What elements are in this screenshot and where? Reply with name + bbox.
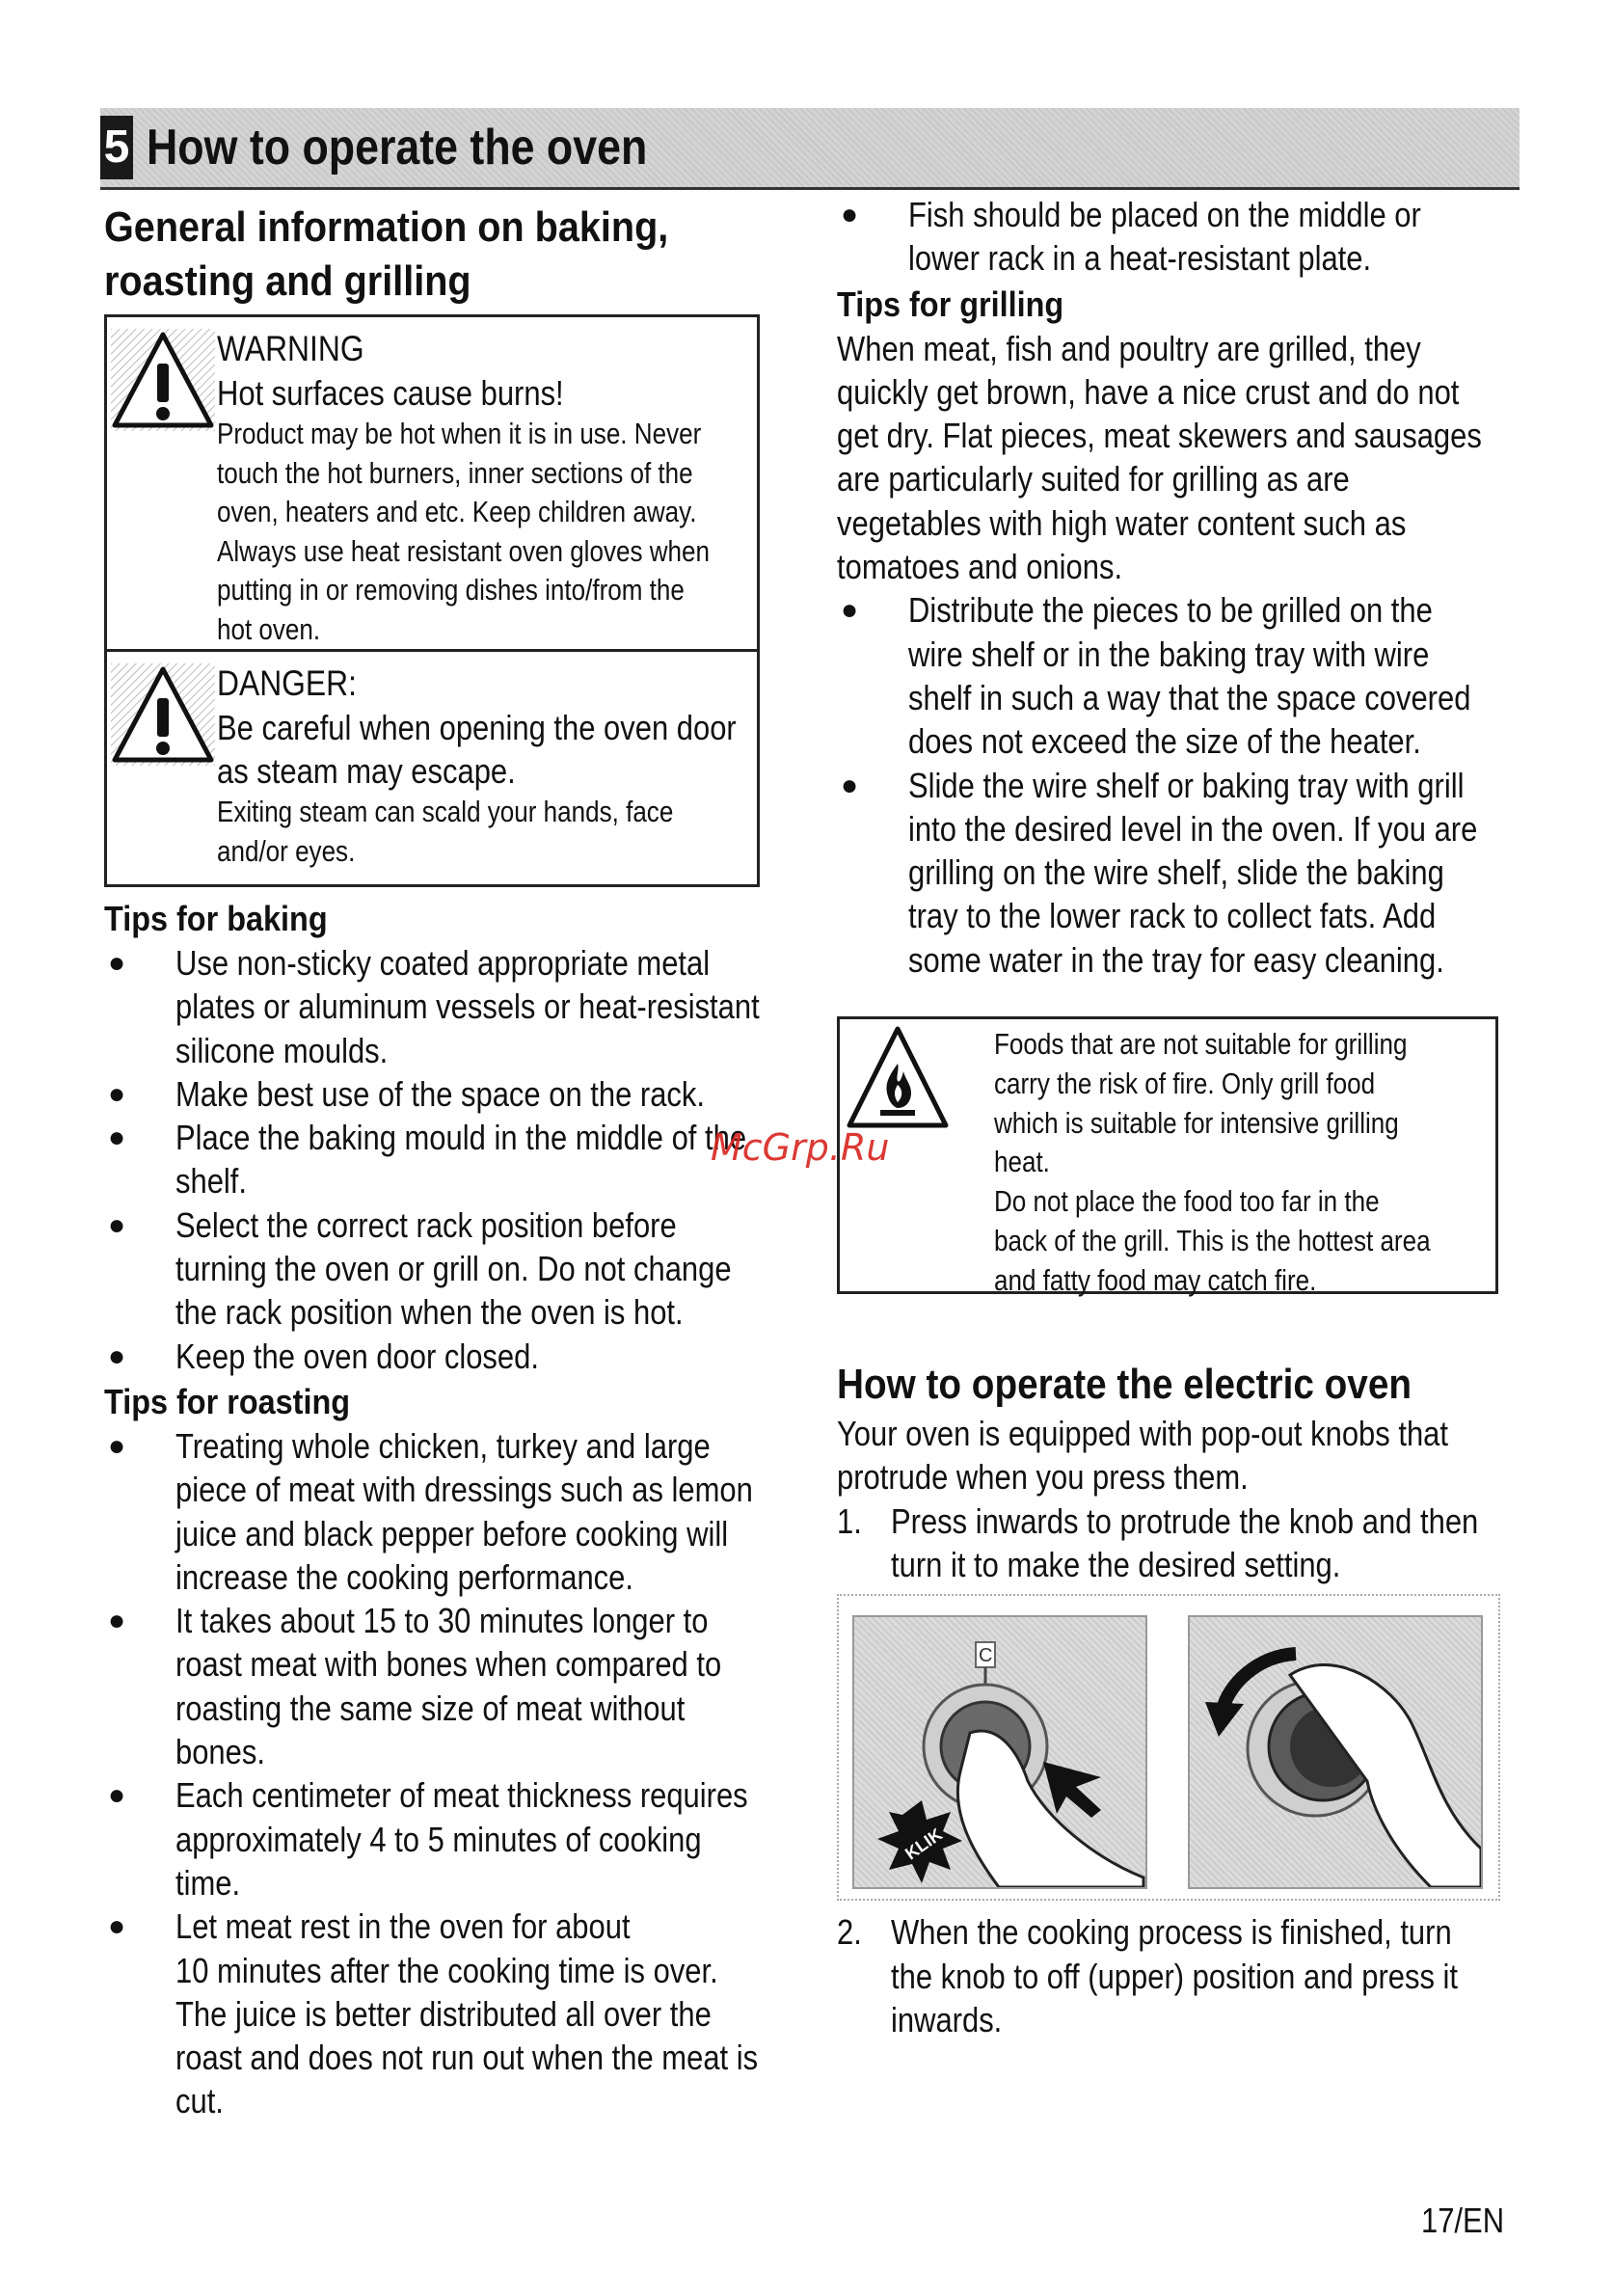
warning-title: WARNING bbox=[217, 329, 364, 368]
list-item: ● Use non-sticky coated appropriate metal plates or aluminum vessels or heat-resistant silicone moulds. bbox=[108, 943, 760, 1070]
danger-triangle-icon bbox=[111, 663, 215, 766]
tips-roasting-list bbox=[104, 1424, 791, 2123]
fish-list bbox=[837, 193, 1514, 281]
knob-mark-label: C bbox=[979, 1645, 993, 1667]
danger-body-line: Exiting steam can scald your hands, face bbox=[217, 795, 674, 828]
tips-grilling-list bbox=[837, 588, 1514, 982]
list-item: ● Place the baking mould in the middle of the shelf. bbox=[108, 1118, 747, 1202]
step-item: 1. Press inwards to protrude the knob and then turn it to make the desired setting. bbox=[837, 1500, 1479, 1584]
electric-intro: Your oven is equipped with pop-out knobs that protrude when you press them. bbox=[837, 1414, 1448, 1498]
warning-body-line: Always use heat resistant oven gloves when bbox=[217, 533, 710, 568]
list-item: ● Let meat rest in the oven for about 10 minutes after the cooking time is over. The juice is better distributed all over the roast and does not run out when the meat is cut. bbox=[108, 1906, 759, 2121]
warning-triangle-icon bbox=[111, 329, 215, 431]
list-item: ● Slide the wire shelf or baking tray with grill into the desired level in the oven. If you are grilling on the wire shelf, slide the baking tray to the lower rack to collect fats. Add some water in the tray for easy cleaning. bbox=[841, 765, 1478, 980]
list-item: ● Keep the oven door closed. bbox=[108, 1336, 539, 1376]
tips-baking-list bbox=[104, 941, 791, 1378]
warning-body-line: hot oven. bbox=[217, 611, 321, 646]
general-info-heading-line2: roasting and grilling bbox=[104, 257, 471, 305]
list-item: ● It takes about 15 to 30 minutes longer to roast meat with bones when compared to roasting the same size of meat without bones. bbox=[108, 1601, 722, 1772]
tips-baking-title: Tips for baking bbox=[104, 899, 328, 938]
fire-hazard-icon bbox=[846, 1025, 950, 1131]
danger-title: DANGER: bbox=[217, 663, 357, 703]
electric-steps-2 bbox=[837, 1910, 1514, 2041]
section-title: How to operate the oven bbox=[147, 120, 648, 176]
knob-turn-panel bbox=[1188, 1615, 1483, 1889]
electric-oven-heading: How to operate the electric oven bbox=[837, 1361, 1412, 1409]
list-item: ● Treating whole chicken, turkey and large piece of meat with dressings such as lemon juice and black pepper before cooking will increase the cooking performance. bbox=[108, 1425, 753, 1597]
warning-subtitle: Hot surfaces cause burns! bbox=[217, 373, 564, 413]
list-item: ● Select the correct rack position before turning the oven or grill on. Do not change the rack position when the oven is hot. bbox=[108, 1204, 732, 1333]
right-column bbox=[837, 193, 1514, 2041]
danger-subtitle-line: as steam may escape. bbox=[217, 751, 516, 791]
left-column bbox=[104, 201, 791, 2123]
watermark: McGrp.Ru bbox=[711, 1126, 890, 1169]
knob-illustration bbox=[837, 1594, 1500, 1901]
step-item: 2. When the cooking process is finished, turn the knob to off (upper) position and press it inwards. bbox=[837, 1912, 1459, 2039]
danger-subtitle-line: Be careful when opening the oven door bbox=[217, 708, 737, 747]
tips-grilling-intro: When meat, fish and poultry are grilled, they quickly get brown, have a nice crust and do not get dry. Flat pieces, meat skewers and sausages are particularly suited for grilling as are vegetables with high water content such as tomatoes and onions. bbox=[837, 328, 1482, 587]
fire-warning-text: Foods that are not suitable for grilling carry the risk of fire. Only grill food which is suitable for intensive grilling heat. Do not place the food too far in the back of the grill. This is the hottest area and fatty food may catch fire. bbox=[994, 1027, 1431, 1297]
page-number: 17/EN bbox=[1421, 2201, 1505, 2240]
list-item: ● Fish should be placed on the middle or lower rack in a heat-resistant plate. bbox=[841, 195, 1421, 279]
warning-body-line: putting in or removing dishes into/from the bbox=[217, 573, 685, 607]
tips-roasting-title: Tips for roasting bbox=[104, 1381, 351, 1421]
section-number: 5 bbox=[100, 116, 133, 179]
safety-box bbox=[104, 314, 760, 887]
klik-label: KLIK bbox=[901, 1824, 946, 1864]
knob-press-panel bbox=[852, 1615, 1147, 1889]
danger-section bbox=[107, 649, 757, 884]
general-info-heading: General information on baking, bbox=[104, 203, 669, 251]
warning-section bbox=[107, 317, 757, 649]
warning-body-line: oven, heaters and etc. Keep children away. bbox=[217, 495, 697, 528]
electric-steps bbox=[837, 1499, 1514, 1587]
tips-grilling-title: Tips for grilling bbox=[837, 284, 1064, 324]
list-item: ● Each centimeter of meat thickness requires approximately 4 to 5 minutes of cooking time. bbox=[108, 1775, 748, 1903]
list-item: ● Distribute the pieces to be grilled on the wire shelf or in the baking tray with wire shelf in such a way that the space covered does not exceed the size of the heater. bbox=[841, 590, 1471, 762]
danger-body-line: and/or eyes. bbox=[217, 833, 356, 868]
warning-body-line: Product may be hot when it is in use. Never bbox=[217, 417, 702, 450]
warning-body-line: touch the hot burners, inner sections of the bbox=[217, 455, 693, 490]
fire-warning-box bbox=[837, 1016, 1498, 1297]
section-header bbox=[100, 108, 1520, 190]
list-item: ● Make best use of the space on the rack. bbox=[108, 1073, 706, 1114]
